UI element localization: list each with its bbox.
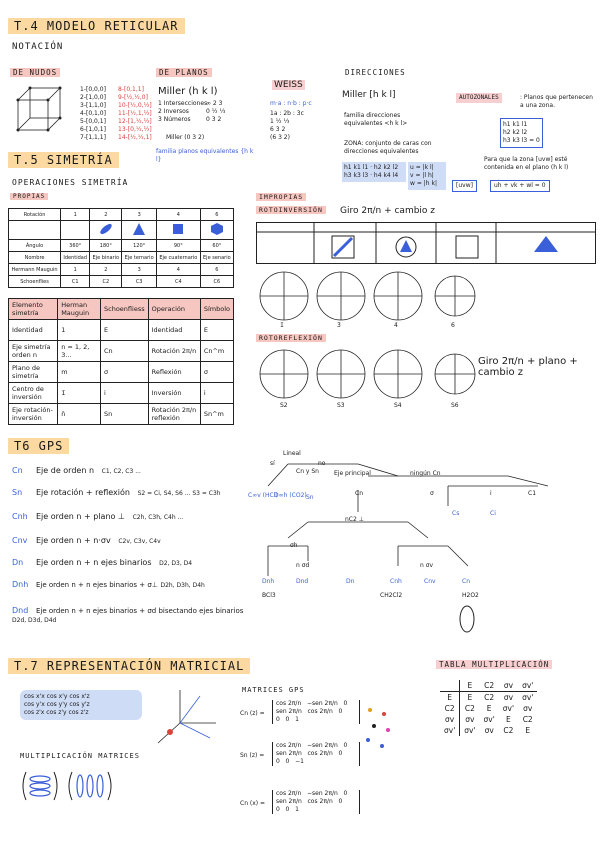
matrix-row: cos x'x cos x'y cos x'z — [24, 693, 90, 700]
elem-header-row — [9, 299, 234, 320]
weiss-label: WEISS — [274, 80, 303, 90]
section-t4-title: T.4 MODELO RETICULAR — [8, 18, 185, 34]
elem-cell: 1̄ — [58, 383, 101, 404]
mult-cell: σv' — [502, 704, 515, 713]
rotoref-num: S6 — [451, 402, 459, 409]
gps-text: Eje de orden n — [36, 466, 95, 475]
mult-row — [440, 703, 537, 714]
nudos-heading: DE NUDOS — [10, 68, 60, 77]
gps-text: Eje orden n + n ejes binarios + σd bisectando ejes binarios — [36, 607, 244, 615]
mult-cell: E — [467, 693, 473, 702]
gps-symbol: Cn — [12, 466, 23, 475]
ops-cell: 90° — [156, 240, 200, 252]
ops-cell: Identidad — [61, 252, 90, 264]
gps-text: Eje orden n + n ejes binarios + σ⊥ — [36, 581, 158, 589]
elem-cell: Reflexión — [148, 362, 200, 383]
triangle-symbol-icon — [132, 222, 146, 236]
ops-cell: 180° — [90, 240, 122, 252]
cosine-matrix — [20, 690, 142, 720]
ops-cell: Nombre — [9, 252, 61, 264]
elem-row — [9, 362, 234, 383]
gps-example: C1, C2, C3 ... — [101, 468, 141, 475]
elem-cell: Identidad — [9, 320, 58, 341]
mult-cell: C2 — [464, 704, 475, 713]
mult-cell: σv' — [464, 726, 476, 735]
ops-cell: C6 — [200, 276, 233, 288]
ops-row-symbols — [9, 221, 234, 240]
elem-cell: Centro de inversión — [9, 383, 58, 404]
tree-nc2: nC2 ⊥ — [345, 516, 364, 523]
elem-row — [9, 320, 234, 341]
ops-cell: 6 — [200, 209, 233, 221]
tree-i: i — [490, 490, 492, 497]
weiss-example: 1a : 2b : 3c 1 ½ ⅓ 6 3 2 (6 3 2) — [270, 110, 304, 141]
rotoreflexion-heading: ROTOREFLEXIÓN — [256, 334, 326, 342]
miller-dir-label: Miller [h k l] — [342, 90, 396, 100]
ops-cell: Eje binario — [90, 252, 122, 264]
mult-cell: σv — [465, 715, 475, 724]
ops-cell: Schoenflies — [9, 276, 61, 288]
tree-sn: Sn — [306, 494, 314, 501]
ops-cell: Eje ternario — [122, 252, 157, 264]
gps-text: Eje rotación + reflexión — [36, 488, 130, 497]
gps-row — [12, 606, 252, 625]
matrix-row: cos y'x cos y'y cos y'z — [24, 701, 90, 708]
autozonales-def: : Planos que pertenecen a una zona. — [520, 94, 593, 109]
mult-cell: E — [440, 692, 460, 704]
gps-symbol: Cnh — [12, 512, 28, 521]
elem-cell: σ — [200, 362, 233, 383]
tree-cn: Cn — [355, 490, 363, 497]
ops-row — [9, 209, 234, 221]
zona-equation: uh + vk + wl = 0 — [490, 180, 550, 192]
rotoinv-num: 3̄ — [337, 322, 341, 329]
elem-cell: Eje rotación-inversión — [9, 404, 58, 425]
elem-cell: Cn — [101, 341, 149, 362]
familia-dir: familia direcciones equivalentes <h k l> — [344, 112, 408, 127]
mult-cell — [440, 680, 460, 692]
gps-example: C2v, C3v, C4v — [118, 538, 161, 545]
section-t7-title: T.7 REPRESENTACIÓN MATRICIAL — [8, 658, 250, 674]
tree-lineal: Lineal — [283, 450, 301, 457]
mult-cell: σv — [484, 726, 494, 735]
section-t5-title: T.5 SIMETRÍA — [8, 152, 119, 168]
tree-eje-principal: Eje principal — [334, 470, 371, 477]
elem-cell: Eje simetría orden n — [9, 341, 58, 362]
planos-heading: DE PLANOS — [156, 68, 212, 77]
ops-row — [9, 264, 234, 276]
gps-example: D2d, D3d, D4d — [12, 617, 57, 624]
miller-planos-label: Miller (h k l) — [158, 86, 218, 97]
tree-n-sigma-d: n σd — [296, 562, 310, 569]
ops-cell: Eje cuaternario — [156, 252, 200, 264]
ops-cell: Ángulo — [9, 240, 61, 252]
hexagon-symbol-icon — [210, 222, 224, 236]
elem-cell: 1 — [58, 320, 101, 341]
propias-heading: PROPIAS — [10, 193, 48, 200]
elem-cell: Sn^m — [200, 404, 233, 425]
tree-no: no — [318, 460, 326, 467]
gps-row — [12, 488, 221, 498]
multiplicacion-heading: MULTIPLICACIÓN MATRICES — [20, 752, 140, 760]
gps-symbol: Dnd — [12, 606, 29, 615]
mult-cell: σv — [440, 714, 460, 725]
ops-cell: 1 — [61, 209, 90, 221]
mult-cell: C2 — [503, 726, 514, 735]
tree-n-sigma-v: n σv — [420, 562, 434, 569]
stereograms-rotoreflexion — [256, 348, 476, 406]
mult-cell: σv' — [440, 725, 460, 736]
tree-cnv: Cnv — [424, 578, 436, 585]
elem-cell: Cn^m — [200, 341, 233, 362]
gps-symbol: Dn — [12, 558, 24, 567]
cn-z-matrix: cos 2π/n −sen 2π/n 0 sen 2π/n cos 2π/n 0 0 0 1 — [272, 700, 360, 724]
rotoinv-num: 4̄ — [394, 322, 398, 329]
mult-cell: σv' — [522, 681, 534, 690]
tree-ningun: ningún Cn — [410, 470, 441, 477]
elem-cell: i — [101, 383, 149, 404]
zona-hkl-box: h1 k1 l1 · h2 k2 l2 h3 k3 l3 · h4 k4 l4 — [342, 162, 406, 182]
section-t6-title: T6 GPS — [8, 438, 69, 454]
elem-header-cell: Operación — [148, 299, 200, 320]
elem-header-cell: Símbolo — [200, 299, 233, 320]
multiplication-table — [440, 680, 537, 736]
impropias-heading: IMPROPIAS — [256, 193, 306, 201]
autozonal-matrix: h1 k1 l1 h2 k2 l2 h3 k3 l3 = 0 — [500, 118, 543, 148]
gps-symbol: Sn — [12, 488, 23, 497]
gps-example: D2h, D3h, D4h — [160, 582, 205, 589]
sn-z-label: Sn (z) = — [240, 752, 265, 759]
elem-cell: n̄ — [58, 404, 101, 425]
direcciones-heading: DIRECCIONES — [345, 68, 406, 77]
rotoinversion-heading: ROTOINVERSIÓN — [256, 206, 326, 214]
ops-cell: C2 — [90, 276, 122, 288]
rotoref-num: S4 — [394, 402, 402, 409]
tree-dnh: Dnh — [262, 578, 275, 585]
gps-row — [12, 558, 192, 568]
colored-dots-diagram — [360, 700, 400, 760]
notacion-heading: NOTACIÓN — [12, 42, 64, 52]
ops-cell: C4 — [156, 276, 200, 288]
tree-ex-ch2cl2: CH2Cl2 — [380, 592, 403, 599]
ops-cell: 2 — [90, 264, 122, 276]
rotoinv-num: 6̄ — [451, 322, 455, 329]
mult-cell: C2 — [440, 703, 460, 714]
tabla-heading: TABLA MULTIPLICACIÓN — [436, 660, 552, 669]
ops-row — [9, 252, 234, 264]
matrix-multiplication-icon — [18, 770, 118, 804]
gps-row — [12, 512, 183, 522]
gps-row — [12, 466, 141, 476]
gps-example: C2h, C3h, C4h ... — [132, 514, 184, 521]
ops-cell: Hermann Mauguin — [9, 264, 61, 276]
mult-cell: C2 — [484, 681, 495, 690]
nudos-coords-list: 1-[0,0,0] 2-[1,0,0] 3-[1,1,0] 4-[0,1,0] 5-[0,0,1] 6-[1,0,1] 7-[1,1,1] — [80, 86, 106, 141]
gps-symbol: Dnh — [12, 580, 29, 589]
mult-cell: E — [506, 715, 511, 724]
ops-cell: Rotación — [9, 209, 61, 221]
elem-cell: m — [58, 362, 101, 383]
tree-ex-bcl3: BCl3 — [262, 592, 276, 599]
ops-cell: 360° — [61, 240, 90, 252]
gps-row — [12, 536, 161, 546]
h2o2-molecule-icon — [456, 604, 478, 634]
cn-x-label: Cn (x) = — [240, 800, 266, 807]
gps-text: Eje orden n + n·σv — [36, 536, 111, 545]
cn-x-matrix: cos 2π/n −sen 2π/n 0 sen 2π/n cos 2π/n 0 0 0 1 — [272, 790, 360, 814]
square-symbol-icon — [171, 222, 185, 236]
elem-cell: n = 1, 2, 3... — [58, 341, 101, 362]
miller-values: ∞ 2 3 0 ½ ⅓ 0 3 2 — [206, 100, 226, 123]
ops-cell: C3 — [122, 276, 157, 288]
tree-sigma: σ — [430, 490, 434, 497]
miller-result: Miller (0 3 2) — [166, 134, 205, 141]
rotoref-num: S3 — [337, 402, 345, 409]
ops-table — [8, 208, 234, 288]
ops-cell: 2 — [90, 209, 122, 221]
elem-header-cell: Herman Mauguin — [58, 299, 101, 320]
tree-dn: Dn — [346, 578, 355, 585]
uvw-box: u = |k l| v = |l h| w = |h k| — [408, 162, 446, 190]
miller-steps: 1 Intersecciones 2 Inversos 3 Números — [158, 100, 208, 123]
ops-cell: 3 — [122, 264, 157, 276]
gps-text: Eje orden n + plano ⊥ — [36, 512, 125, 521]
ops-cell: 6 — [200, 264, 233, 276]
stereograms-rotoinversion — [256, 268, 476, 330]
mult-cell: σv — [523, 704, 533, 713]
ops-cell: 120° — [122, 240, 157, 252]
elem-cell: Inversión — [148, 383, 200, 404]
ops-cell: 4 — [156, 264, 200, 276]
elem-cell: E — [101, 320, 149, 341]
zona-def: ZONA: conjunto de caras con direcciones equivalentes — [344, 140, 432, 155]
cube-lattice-diagram — [10, 82, 70, 137]
elem-cell: i — [200, 383, 233, 404]
giro-inversion-text: Giro 2π/n + cambio z — [340, 206, 436, 216]
ops-cell: 3 — [122, 209, 157, 221]
mult-cell: σv' — [483, 715, 495, 724]
mult-row — [440, 714, 537, 725]
mult-cell: σv' — [522, 693, 534, 702]
rotoref-num: S2 — [280, 402, 288, 409]
tree-si: sí — [270, 460, 275, 467]
tree-c1: C1 — [528, 490, 537, 497]
operaciones-heading: OPERACIONES SIMETRÍA — [12, 178, 129, 187]
gps-text: Eje orden n + n ejes binarios — [36, 558, 152, 567]
weiss-formula: m·a : n·b : p·c — [270, 100, 312, 107]
elem-row — [9, 341, 234, 362]
cn-z-label: Cn (z) = — [240, 710, 265, 717]
tree-cinf: C∞v (HCl) — [248, 492, 278, 499]
ops-cell: 4 — [156, 209, 200, 221]
gps-example: D2, D3, D4 — [159, 560, 193, 567]
elem-cell: Sn — [101, 404, 149, 425]
tree-cs: Cs — [452, 510, 460, 517]
elementos-table — [8, 298, 234, 425]
ops-row — [9, 276, 234, 288]
elem-cell: Rotación 2π/n — [148, 341, 200, 362]
mult-cell: E — [486, 704, 492, 713]
elem-cell: Plano de simetría — [9, 362, 58, 383]
tree-ci: Ci — [490, 510, 496, 517]
tree-sigma-h: σh — [290, 542, 298, 549]
matrices-gps-heading: MATRICES GPS — [242, 686, 305, 694]
gps-row — [12, 580, 242, 590]
ops-cell: 1 — [61, 264, 90, 276]
mult-cell: E — [467, 681, 473, 690]
autozonales-label: AUTOZONALES — [456, 93, 502, 103]
elem-row — [9, 383, 234, 404]
rotoinversion-table — [256, 222, 596, 264]
mult-cell: C2 — [522, 715, 533, 724]
mult-row — [440, 725, 537, 736]
familia-planos: familia planos equivalentes {h k l} — [156, 148, 254, 163]
elem-header-cell: Schoenfliess — [101, 299, 149, 320]
tree-cnsn: Cn y Sn — [296, 468, 319, 475]
gps-symbol: Cnv — [12, 536, 28, 545]
ops-cell: C1 — [61, 276, 90, 288]
ops-cell: Eje senario — [200, 252, 233, 264]
mult-cell: C2 — [484, 693, 495, 702]
rotation-axes-diagram — [150, 688, 220, 748]
elem-cell: Identidad — [148, 320, 200, 341]
tree-cn2: Cn — [462, 578, 470, 585]
nudos-coords-list-2: 8-[0,1,1] 9-[½,½,0] 10-[½,0,½] 11-[½,1,½] 12-[1,½,½] 13-[0,½,½] 14-[½,½,1] — [118, 86, 152, 141]
mult-header-row — [440, 680, 537, 692]
elem-row — [9, 404, 234, 425]
tree-ex-h2o2: H2O2 — [462, 592, 479, 599]
ops-row — [9, 240, 234, 252]
tree-cnh: Cnh — [390, 578, 402, 585]
giro-reflexion-text: Giro 2π/n + plano + cambio z — [478, 356, 578, 378]
ops-cell: 60° — [200, 240, 233, 252]
sn-z-matrix: cos 2π/n −sen 2π/n 0 sen 2π/n cos 2π/n 0 0 0 −1 — [272, 742, 360, 766]
mult-cell: σv — [503, 681, 514, 690]
mult-cell: E — [525, 726, 531, 735]
gps-example: S2 = Ci, S4, S6 ... S3 = C3h — [137, 490, 221, 497]
rotoinv-num: 1̄ — [280, 322, 284, 329]
elem-header-cell: Elemento simetría — [9, 299, 58, 320]
uvw-label: [uvw] — [452, 180, 477, 192]
mult-row — [440, 692, 537, 704]
mult-cell: σv — [503, 693, 514, 702]
tree-dnd: Dnd — [296, 578, 309, 585]
elem-cell: σ — [101, 362, 149, 383]
ellipse-symbol-icon — [99, 222, 113, 236]
elem-cell: Rotación 2π/n reflexión — [148, 404, 200, 425]
zona-plano-text: Para que la zona [uvw] esté contenida en el plano (h k l) — [484, 156, 569, 171]
tree-dinf: D∞h (CO2) — [274, 492, 307, 499]
matrix-row: cos z'x cos z'y cos z'z — [24, 709, 89, 716]
elem-cell: E — [200, 320, 233, 341]
